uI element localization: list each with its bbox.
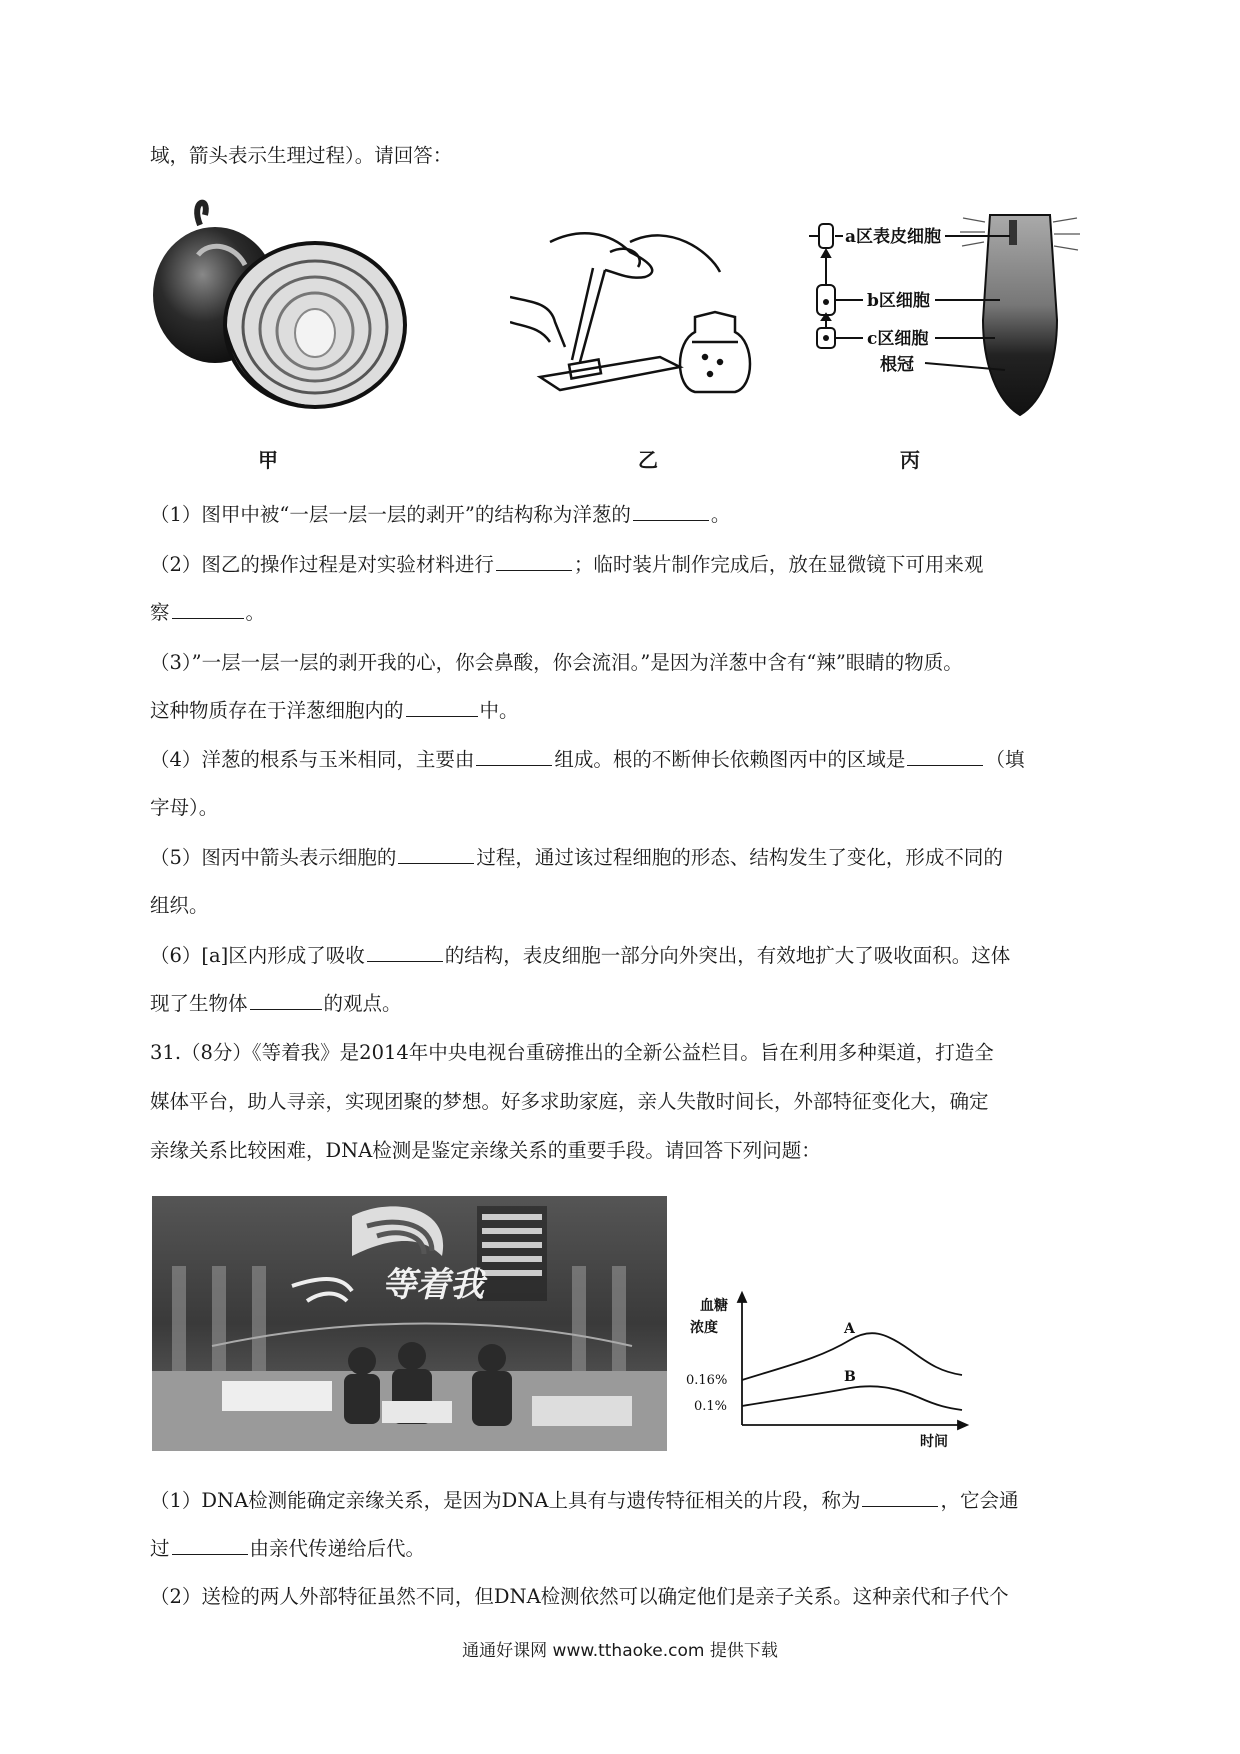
intro-line: 域，箭头表示生理过程）。请回答： [150,144,453,167]
answer-blank[interactable] [250,989,322,1010]
q30-2-line2: 察 。 [150,598,1100,628]
answer-blank[interactable] [496,550,572,571]
slide-preparation-figure [510,232,780,402]
blood-sugar-graph [680,1290,980,1450]
root-label-cap: 根冠 [880,355,914,375]
answer-blank[interactable] [862,1486,938,1507]
graph-xlabel: 时间 [920,1434,948,1450]
caption-yi: 乙 [638,448,658,472]
q30-6-line1: （6）[a]区内形成了吸收 的结构，表皮细胞一部分向外突出，有效地扩大了吸收面积。这体 [150,941,1100,971]
caption-jia: 甲 [258,448,278,472]
curve-b-label: B [844,1369,856,1385]
q31-line3: 亲缘关系比较困难，DNA检测是鉴定亲缘关系的重要手段。请回答下列问题： [150,1139,821,1162]
answer-blank[interactable] [476,745,552,766]
q30-3-line1: （3）”一层一层一层的剥开我的心，你会鼻酸，你会流泪。”是因为洋葱中含有“辣”眼睛的物质。 [150,651,963,674]
graph-tick-low: 0.1% [694,1399,728,1414]
q31-1-line1: （1）DNA检测能确定亲缘关系，是因为DNA上具有与遗传特征相关的片段，称为 ，它会通 [150,1486,1100,1516]
answer-blank[interactable] [907,745,983,766]
curve-a-label: A [844,1321,855,1337]
q30-5-line1: （5）图丙中箭头表示细胞的 过程，通过该过程细胞的形态、结构发生了变化，形成不同的 [150,843,1100,873]
onion-figure [150,195,410,415]
answer-blank[interactable] [172,1534,248,1555]
root-label-a: a区表皮细胞 [845,227,942,247]
graph-tick-high: 0.16% [686,1373,728,1388]
tv-logo-text: 等着我 [382,1265,484,1305]
graph-ylabel-2: 浓度 [690,1320,718,1336]
answer-blank[interactable] [633,500,709,521]
graph-ylabel-1: 血糖 [700,1298,728,1314]
tv-show-photo [152,1196,667,1451]
q30-2-line1: （2）图乙的操作过程是对实验材料进行 ；临时装片制作完成后，放在显微镜下可用来观 [150,550,1100,580]
caption-bing: 丙 [900,448,920,472]
curve-b-line [742,1386,962,1410]
q30-4-line2: 字母）。 [150,796,219,819]
root-tip-figure [795,210,1085,430]
answer-blank[interactable] [367,941,443,962]
page-footer: 通通好课网 www.tthaoke.com 提供下载 [462,1641,778,1661]
root-label-c: c区细胞 [867,329,929,349]
answer-blank[interactable] [172,598,244,619]
q31-line1: 31.（8分）《等着我》是2014年中央电视台重磅推出的全新公益栏目。旨在利用多种渠道，打造全 [150,1041,994,1064]
q31-2-line1: （2）送检的两人外部特征虽然不同，但DNA检测依然可以确定他们是亲子关系。这种亲代和子代个 [150,1585,1009,1608]
q30-4-line1: （4）洋葱的根系与玉米相同，主要由 组成。根的不断伸长依赖图丙中的区域是 （填 [150,745,1100,775]
answer-blank[interactable] [398,843,474,864]
root-label-b: b区细胞 [867,291,930,311]
q30-1: （1）图甲中被“一层一层一层的剥开”的结构称为洋葱的 。 [150,500,1100,530]
q30-5-line2: 组织。 [150,894,209,917]
answer-blank[interactable] [406,696,478,717]
q30-3-line2: 这种物质存在于洋葱细胞内的 中。 [150,696,1100,726]
q30-6-line2: 现了生物体 的观点。 [150,989,1100,1019]
q31-line2: 媒体平台，助人寻亲，实现团聚的梦想。好多求助家庭，亲人失散时间长，外部特征变化大，确定 [150,1090,989,1113]
q31-1-line2: 过 由亲代传递给后代。 [150,1534,1100,1564]
